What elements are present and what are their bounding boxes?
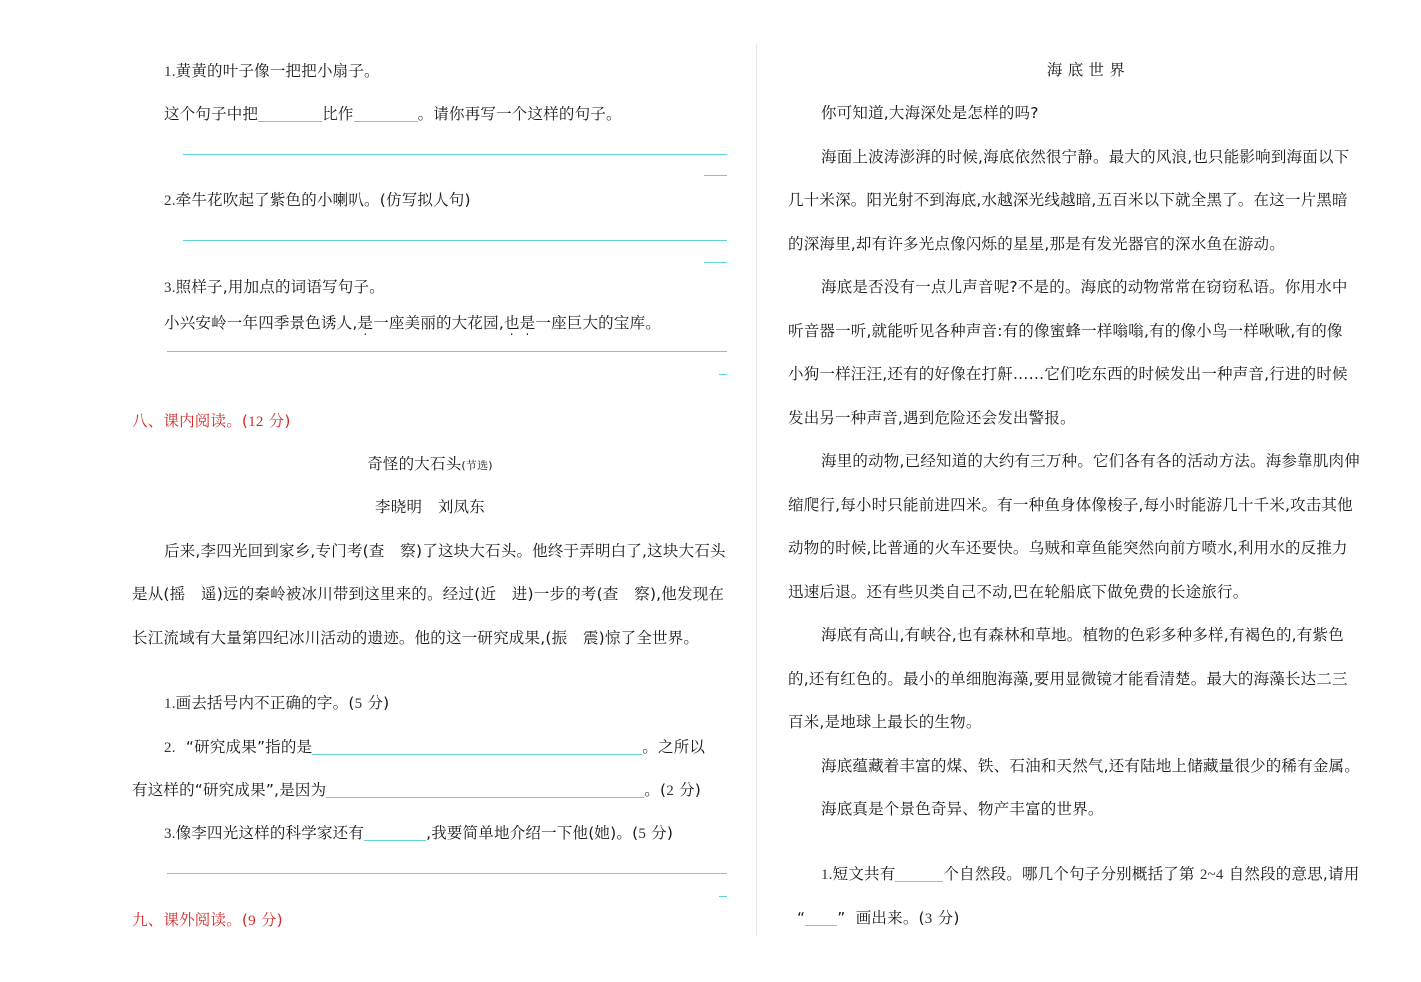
article-line: 动物的时候,比普通的火车还要快。乌贼和章鱼能突然向前方喷水,利用水的反推力 (788, 539, 1348, 557)
article-line: 你可知道,大海深处是怎样的吗? (821, 104, 1039, 122)
emphasis-dot-word: 是 (357, 314, 374, 332)
outside-reading-question-1-line1: 1.短文共有 个自然段。哪几个句子分别概括了第 2~4 自然段的意思,请用 (821, 865, 1360, 883)
article-line: 迅速后退。还有些贝类自己不动,巴在轮船底下做免费的长途旅行。 (788, 583, 1249, 601)
article-line: 小狗一样汪汪,还有的好像在打鼾……它们吃东西的时候发出一种声音,行进的时候 (788, 365, 1348, 383)
article-line: 听音器一听,就能听见各种声音:有的像蜜蜂一样嗡嗡,有的像小鸟一样啾啾,有的像 (788, 322, 1343, 340)
article-line: 缩爬行,每小时只能前进四米。有一种鱼身体像梭子,每小时能游几十千米,攻击其他 (788, 496, 1353, 514)
answer-line[interactable] (183, 154, 727, 155)
article-line: 的深海里,却有许多光点像闪烁的星星,那是有发光器官的深水鱼在游动。 (788, 235, 1285, 253)
blank-paragraph-count[interactable] (895, 865, 943, 882)
passage-line: 长江流域有大量第四纪冰川活动的遗迹。他的这一研究成果,(振 震)惊了全世界。 (132, 629, 700, 647)
passage-title: 奇怪的大石头(节选) (367, 455, 493, 473)
outside-reading-question-1-line2: “ ” 画出来。(3 分) (797, 909, 960, 927)
blank-compared-object[interactable] (258, 105, 322, 122)
article-line: 海底真是个景色奇异、物产丰富的世界。 (821, 800, 1104, 818)
answer-line[interactable] (167, 873, 727, 874)
article-line: 海面上波涛澎湃的时候,海底依然很宁静。最大的风浪,也只能影响到海面以下 (821, 148, 1350, 166)
blank-research-result[interactable] (312, 738, 642, 755)
emphasis-dot-word: 是 (519, 314, 536, 332)
article-line: 海底蕴藏着丰富的煤、铁、石油和天然气,还有陆地上储藏量很少的稀有金属。 (821, 757, 1360, 775)
article-title: 海 底 世 界 (1046, 61, 1126, 79)
question-3-example: 小兴安岭一年四季景色诱人,是一座美丽的大花园,也是一座巨大的宝库。 (164, 314, 661, 332)
section-9-heading: 九、课外阅读。(9 分) (132, 911, 283, 929)
article-line: 海底是否没有一点儿声音呢?不是的。海底的动物常常在窃窃私语。你用水中 (821, 278, 1348, 296)
reading-question-1: 1.画去括号内不正确的字。(5 分) (164, 694, 390, 712)
answer-line-end (704, 175, 727, 176)
reading-question-2-line2: 有这样的“研究成果”,是因为 。(2 分) (132, 781, 702, 799)
article-line: 百米,是地球上最长的生物。 (788, 713, 982, 731)
page-divider (756, 44, 757, 936)
emphasis-dot-word: 也 (503, 314, 520, 332)
question-2-prompt: 2.牵牛花吹起了紫色的小喇叭。(仿写拟人句) (164, 191, 471, 209)
answer-line[interactable] (167, 351, 727, 352)
blank-compared-to[interactable] (354, 105, 418, 122)
answer-line[interactable] (183, 240, 727, 241)
reading-question-3: 3.像李四光这样的科学家还有 ,我要简单地介绍一下他(她)。(5 分) (164, 824, 674, 842)
section-8-heading: 八、课内阅读。(12 分) (132, 412, 291, 430)
answer-line-end (719, 374, 727, 375)
underline-sample (805, 909, 837, 926)
question-3-prompt: 3.照样子,用加点的词语写句子。 (164, 278, 385, 296)
passage-authors: 李晓明 刘凤东 (375, 498, 485, 516)
article-line: 海里的动物,已经知道的大约有三万种。它们各有各的活动方法。海参靠肌肉伸 (821, 452, 1360, 470)
reading-question-2-line1: 2. “研究成果”指的是 。之所以 (164, 738, 706, 756)
article-line: 发出另一种声音,遇到危险还会发出警报。 (788, 409, 1076, 427)
blank-scientist-name[interactable] (364, 824, 426, 841)
question-1-fill: 这个句子中把 比作 。请你再写一个这样的句子。 (164, 105, 622, 123)
article-line: 海底有高山,有峡谷,也有森林和草地。植物的色彩多种多样,有褐色的,有紫色 (821, 626, 1344, 644)
question-1-prompt: 1.黄黄的叶子像一把把小扇子。 (164, 62, 380, 80)
passage-line: 是从(摇 遥)远的秦岭被冰川带到这里来的。经过(近 进)一步的考(查 察),他发现在 (132, 585, 725, 603)
article-line: 的,还有红色的。最小的单细胞海藻,要用显微镜才能看清楚。最大的海藻长达二三 (788, 670, 1348, 688)
answer-line-end (719, 896, 727, 897)
blank-reason[interactable] (326, 781, 644, 798)
passage-line: 后来,李四光回到家乡,专门考(查 察)了这块大石头。他终于弄明白了,这块大石头 (164, 542, 726, 560)
answer-line-end (704, 262, 727, 263)
article-line: 几十米深。阳光射不到海底,水越深光线越暗,五百米以下就全黑了。在这一片黑暗 (788, 191, 1348, 209)
